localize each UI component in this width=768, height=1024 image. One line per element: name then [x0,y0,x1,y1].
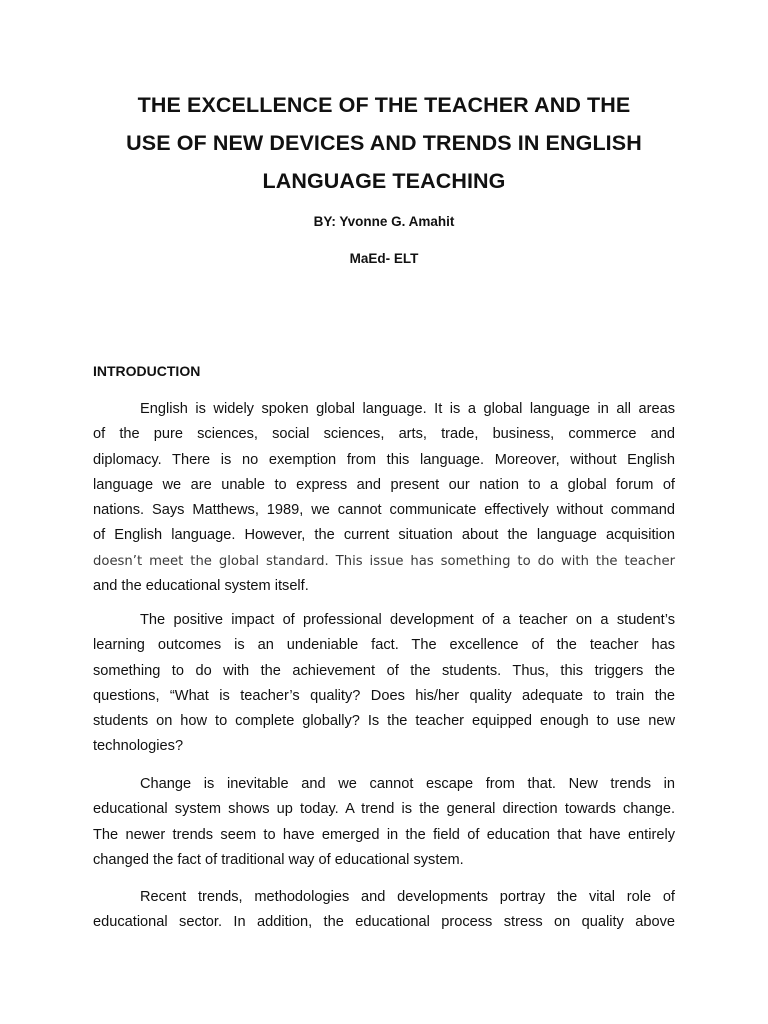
paragraph-3 [93,772,675,873]
title-line: USE OF NEW DEVICES AND TRENDS IN ENGLISH [126,131,642,155]
title-line: LANGUAGE TEACHING [262,169,506,193]
paragraph-line: diplomacy. There is no exemption from this language. Moreover, without English [93,451,675,468]
paragraph-line: of English language. However, the current situation about the language acquisition [93,527,675,544]
paragraph-line: The newer trends seem to have emerged in the field of education that have entirely [93,826,675,843]
paragraph-line: Change is inevitable and we cannot escape from that. New trends in [140,776,675,792]
author-degree: MaEd- ELT [349,251,419,266]
paragraph-line: English is widely spoken global language. It is a global language in all areas [140,401,675,417]
paragraph-line: technologies? [93,738,184,755]
paragraph-line: something to do with the achievement of the students. Thus, this triggers the [93,662,675,679]
paragraph-line: The positive impact of professional development of a teacher on a student’s [140,612,675,628]
paragraph-1 [93,397,675,599]
paragraph-line: and the educational system itself. [93,578,309,595]
paragraph-line: changed the fact of traditional way of educational system. [93,851,464,868]
section-heading: INTRODUCTION [93,363,201,379]
title-line: THE EXCELLENCE OF THE TEACHER AND THE [137,93,631,117]
paragraph-line: nations. Says Matthews, 1989, we cannot communicate effectively without command [93,502,675,519]
paragraph-line: questions, “What is teacher’s quality? Does his/her quality adequate to train the [93,687,675,704]
paragraph-line: language we are unable to express and present our nation to a global forum of [93,476,675,493]
paragraph-line: of the pure sciences, social sciences, arts, trade, business, commerce and [93,426,675,443]
paragraph-2 [93,608,675,760]
paragraph-line: Recent trends, methodologies and developments portray the vital role of [140,889,675,905]
author-byline: BY: Yvonne G. Amahit [313,214,455,229]
paragraph-line: educational sector. In addition, the educational process stress on quality above [93,914,675,931]
paragraph-4 [93,885,675,936]
paragraph-line: doesn’t meet the global standard. This issue has something to do with the teacher [93,553,675,569]
paragraph-line: educational system shows up today. A trend is the general direction towards change. [93,801,675,818]
paragraph-line: learning outcomes is an undeniable fact. The excellence of the teacher has [93,637,675,654]
paragraph-line: students on how to complete globally? Is the teacher equipped enough to use new [93,713,675,730]
document-title [60,86,708,200]
